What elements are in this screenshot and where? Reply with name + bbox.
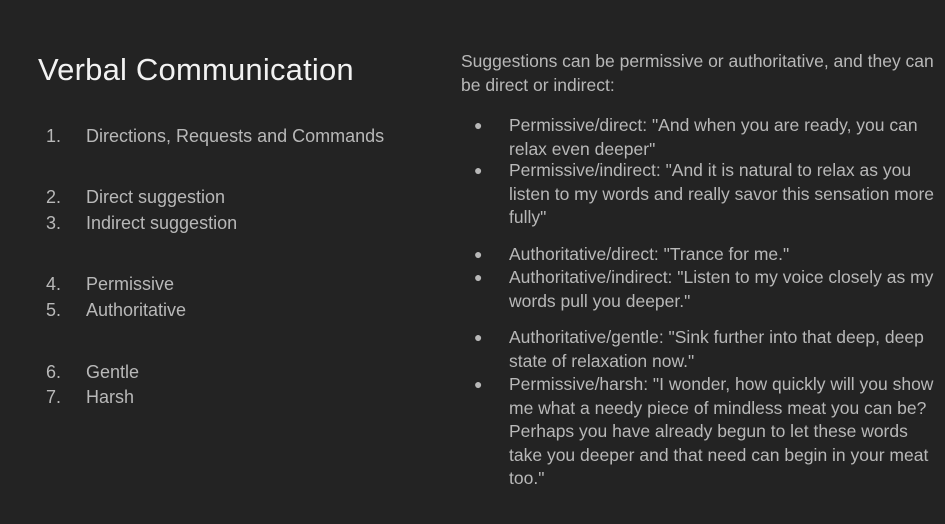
list-item xyxy=(46,186,225,208)
list-item-number: 1. xyxy=(46,126,62,146)
list-item-number: 6. xyxy=(46,362,62,382)
bullet-dot-icon: ● xyxy=(474,269,483,285)
list-item-label: Authoritative xyxy=(86,300,187,320)
bullet-item xyxy=(474,114,942,161)
bullet-text: Permissive/direct: "And when you are ready, you can relax even deeper" xyxy=(509,115,918,159)
list-item-label: Directions, Requests and Commands xyxy=(86,126,385,146)
list-item-label: Harsh xyxy=(86,387,135,407)
bullet-dot-icon: ● xyxy=(474,117,483,133)
slide-title: Verbal Communication xyxy=(38,52,354,87)
intro-text: Suggestions can be permissive or authoritative, and they can be direct or indirect: xyxy=(461,51,934,95)
list-item xyxy=(46,273,174,295)
list-item-number: 7. xyxy=(46,387,62,407)
bullet-text: Permissive/harsh: "I wonder, how quickly will you show me what a needy piece of mindless meat you can be? Perhaps you have already begun to let these words take you deeper and that need can begin in your meat too." xyxy=(509,374,934,488)
list-item xyxy=(46,361,139,383)
bullet-item xyxy=(474,159,942,230)
list-item-number: 5. xyxy=(46,300,62,320)
list-item-label: Permissive xyxy=(86,274,175,294)
bullet-item xyxy=(474,373,942,491)
list-item-label: Direct suggestion xyxy=(86,187,226,207)
list-item-label: Indirect suggestion xyxy=(86,213,238,233)
bullet-item xyxy=(474,326,942,373)
list-item xyxy=(46,212,237,234)
list-item xyxy=(46,386,134,408)
bullet-item xyxy=(474,243,942,267)
bullet-text: Authoritative/direct: "Trance for me." xyxy=(509,244,790,264)
list-item xyxy=(46,125,384,147)
bullet-text: Permissive/indirect: "And it is natural to relax as you listen to my words and really savor this sensation more fully" xyxy=(509,160,935,227)
bullet-dot-icon: ● xyxy=(474,329,483,345)
list-item xyxy=(46,299,186,321)
bullet-text: Authoritative/indirect: "Listen to my voice closely as my words pull you deeper." xyxy=(509,267,934,311)
list-item-number: 3. xyxy=(46,213,62,233)
list-item-label: Gentle xyxy=(86,362,140,382)
bullet-dot-icon: ● xyxy=(474,246,483,262)
bullet-text: Authoritative/gentle: "Sink further into that deep, deep state of relaxation now." xyxy=(509,327,924,371)
list-item-number: 4. xyxy=(46,274,62,294)
bullet-dot-icon: ● xyxy=(474,162,483,178)
bullet-item xyxy=(474,266,942,313)
list-item-number: 2. xyxy=(46,187,62,207)
bullet-dot-icon: ● xyxy=(474,376,483,392)
